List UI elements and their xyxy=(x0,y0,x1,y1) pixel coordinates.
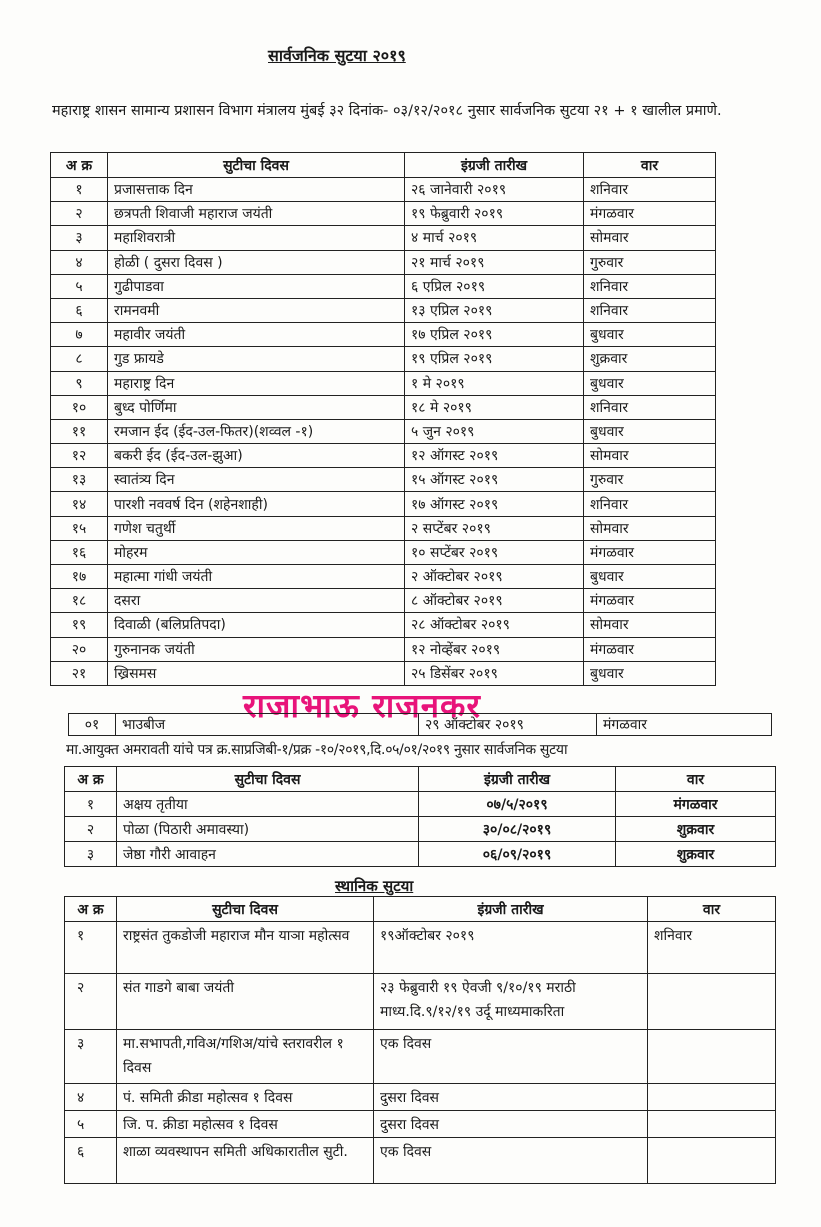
cell-holiday: महात्मा गांधी जयंती xyxy=(108,565,405,589)
cell-day: शनिवार xyxy=(584,395,716,419)
cell-holiday: दिवाळी (बलिप्रतिपदा) xyxy=(108,613,405,637)
col-header-serial: अ क्र xyxy=(65,767,117,792)
table-row xyxy=(51,419,716,443)
cell-holiday: पारशी नववर्ष दिन (शहेनशाही) xyxy=(108,492,405,516)
cell-serial: २१ xyxy=(51,661,108,685)
cell-serial: ६ xyxy=(51,298,108,322)
cell-serial: ३ xyxy=(65,1030,117,1084)
table-header-row xyxy=(65,767,776,792)
cell-holiday: गुढीपाडवा xyxy=(108,274,405,298)
cell-holiday: गुड फ्रायडे xyxy=(108,347,405,371)
cell-holiday: जेष्ठा गौरी आवाहन xyxy=(117,842,419,867)
cell-holiday: संत गाडगे बाबा जयंती xyxy=(117,974,374,1030)
cell-day: शनिवार xyxy=(584,178,716,202)
table-row xyxy=(51,492,716,516)
cell-serial: २ xyxy=(65,817,117,842)
commissioner-holidays-table xyxy=(64,766,776,867)
cell-serial: ११ xyxy=(51,419,108,443)
cell-holiday: गणेश चतुर्थी xyxy=(108,516,405,540)
col-header-date: इंग्रजी तारीख xyxy=(405,153,584,178)
cell-serial: १ xyxy=(65,792,117,817)
cell-day: शनिवार xyxy=(648,922,776,974)
cell-day: बुधवार xyxy=(584,419,716,443)
cell-date: १३ एप्रिल २०१९ xyxy=(405,298,584,322)
table-row xyxy=(65,1084,776,1111)
cell-serial: १३ xyxy=(51,468,108,492)
commissioner-holidays-body xyxy=(65,792,776,867)
table-row xyxy=(51,226,716,250)
table-row xyxy=(65,842,776,867)
cell-serial: २ xyxy=(65,974,117,1030)
cell-serial: १७ xyxy=(51,565,108,589)
cell-day: गुरुवार xyxy=(584,468,716,492)
table-row xyxy=(65,1138,776,1184)
cell-serial: २० xyxy=(51,637,108,661)
cell-date: १८ मे २०१९ xyxy=(405,395,584,419)
cell-date: ०७/५/२०१९ xyxy=(419,792,616,817)
cell-serial: १ xyxy=(65,922,117,974)
cell-day: शुक्रवार xyxy=(616,842,776,867)
table-row xyxy=(65,1030,776,1084)
table-row xyxy=(65,817,776,842)
cell-day: मंगळवार xyxy=(616,792,776,817)
cell-date: १९ फेब्रुवारी २०१९ xyxy=(405,202,584,226)
cell-serial: ८ xyxy=(51,347,108,371)
table-row xyxy=(51,589,716,613)
col-header-day: वार xyxy=(584,153,716,178)
state-holidays-body xyxy=(51,178,716,686)
cell-holiday: दसरा xyxy=(108,589,405,613)
cell-holiday: मोहरम xyxy=(108,540,405,564)
cell-date: २५ डिसेंबर २०१९ xyxy=(405,661,584,685)
cell-date: २६ जानेवारी २०१९ xyxy=(405,178,584,202)
cell-date: ५ जुन २०१९ xyxy=(405,419,584,443)
cell-day: सोमवार xyxy=(584,516,716,540)
cell-serial: ९ xyxy=(51,371,108,395)
cell-day xyxy=(648,1138,776,1184)
col-header-holiday: सुटीचा दिवस xyxy=(117,897,374,922)
cell-date: २१ मार्च २०१९ xyxy=(405,250,584,274)
cell-day: बुधवार xyxy=(584,323,716,347)
cell-day: सोमवार xyxy=(584,613,716,637)
cell-day: मंगळवार xyxy=(584,540,716,564)
cell-serial: ४ xyxy=(51,250,108,274)
cell-serial: ५ xyxy=(51,274,108,298)
cell-holiday: पोळा (पिठारी अमावस्या) xyxy=(117,817,419,842)
cell-date: १७ ऑगस्ट २०१९ xyxy=(405,492,584,516)
cell-date: १२ ऑगस्ट २०१९ xyxy=(405,444,584,468)
table-row xyxy=(51,395,716,419)
cell-day: शनिवार xyxy=(584,274,716,298)
cell-serial: ०१ xyxy=(69,714,116,736)
cell-date: १५ ऑगस्ट २०१९ xyxy=(405,468,584,492)
cell-day: सोमवार xyxy=(584,444,716,468)
cell-holiday: स्वातंत्र्य दिन xyxy=(108,468,405,492)
cell-holiday: रामनवमी xyxy=(108,298,405,322)
cell-date: २८ ऑक्टोबर २०१९ xyxy=(405,613,584,637)
table-row xyxy=(51,323,716,347)
cell-date: एक दिवस xyxy=(374,1138,648,1184)
cell-date: ३०/०८/२०१९ xyxy=(419,817,616,842)
col-header-day: वार xyxy=(616,767,776,792)
cell-day xyxy=(648,1111,776,1138)
table-header-row xyxy=(51,153,716,178)
col-header-serial: अ क्र xyxy=(51,153,108,178)
cell-day: शनिवार xyxy=(584,492,716,516)
cell-day: बुधवार xyxy=(584,371,716,395)
cell-holiday: महावीर जयंती xyxy=(108,323,405,347)
col-header-date: इंग्रजी तारीख xyxy=(419,767,616,792)
table-row xyxy=(65,1111,776,1138)
col-header-holiday: सुटीचा दिवस xyxy=(108,153,405,178)
cell-holiday: रमजान ईद (ईद-उल-फितर)(शव्वल -१) xyxy=(108,419,405,443)
cell-serial: ५ xyxy=(65,1111,117,1138)
cell-serial: १२ xyxy=(51,444,108,468)
cell-holiday: मा.सभापती,गविअ/गशिअ/यांचे स्तरावरील १ दिवस xyxy=(117,1030,374,1084)
cell-date: १९ऑक्टोबर २०१९ xyxy=(374,922,648,974)
cell-serial: १ xyxy=(51,178,108,202)
cell-day: मंगळवार xyxy=(584,202,716,226)
table-header-row xyxy=(65,897,776,922)
table-row xyxy=(51,444,716,468)
table-row xyxy=(51,298,716,322)
cell-holiday: छत्रपती शिवाजी महाराज जयंती xyxy=(108,202,405,226)
cell-date: १७ एप्रिल २०१९ xyxy=(405,323,584,347)
cell-holiday: बकरी ईद (ईद-उल-झुआ) xyxy=(108,444,405,468)
cell-day: शनिवार xyxy=(584,298,716,322)
cell-serial: १९ xyxy=(51,613,108,637)
col-header-date: इंग्रजी तारीख xyxy=(374,897,648,922)
cell-day: गुरुवार xyxy=(584,250,716,274)
table-row xyxy=(51,540,716,564)
section-subtitle: स्थानिक सुटया xyxy=(335,877,414,895)
cell-date: एक दिवस xyxy=(374,1030,648,1084)
commissioner-note: मा.आयुक्त अमरावती यांचे पत्र क्र.साप्रजिबी-१/प्रक्र -१०/२०१९,दि.०५/०१/२०१९ नुसार सार्वजनिक सुटया xyxy=(66,742,568,758)
cell-date: २ सप्टेंबर २०१९ xyxy=(405,516,584,540)
local-holidays-body xyxy=(65,922,776,1184)
table-row xyxy=(51,347,716,371)
intro-paragraph: महाराष्ट्र शासन सामान्य प्रशासन विभाग मंत्रालय मुंबई ३२ दिनांक- ०३/१२/२०१८ नुसार सार्वजनिक सुटया २१ + १ खालील प्रमाणे. xyxy=(52,103,722,119)
table-row xyxy=(51,371,716,395)
cell-holiday: ख्रिसमस xyxy=(108,661,405,685)
cell-day: मंगळवार xyxy=(584,589,716,613)
page-title: सार्वजनिक सुटया २०१९ xyxy=(268,46,406,65)
cell-holiday: महाशिवरात्री xyxy=(108,226,405,250)
extra-holiday-table xyxy=(68,713,772,736)
cell-date: दुसरा दिवस xyxy=(374,1084,648,1111)
local-holidays-table xyxy=(64,896,776,1184)
table-row xyxy=(51,178,716,202)
cell-holiday: शाळा व्यवस्थापन समिती अधिकारातील सुटी. xyxy=(117,1138,374,1184)
cell-serial: १० xyxy=(51,395,108,419)
name-stamp: राजाभाऊ राजनकर xyxy=(243,686,481,725)
cell-serial: ३ xyxy=(51,226,108,250)
cell-holiday: प्रजासत्ताक दिन xyxy=(108,178,405,202)
cell-date: १२ नोव्हेंबर २०१९ xyxy=(405,637,584,661)
table-row xyxy=(65,792,776,817)
cell-day: शुक्रवार xyxy=(616,817,776,842)
cell-date: ४ मार्च २०१९ xyxy=(405,226,584,250)
cell-holiday: महाराष्ट्र दिन xyxy=(108,371,405,395)
cell-holiday: राष्ट्रसंत तुकडोजी महाराज मौन याञा महोत्सव xyxy=(117,922,374,974)
table-row xyxy=(51,202,716,226)
cell-holiday: अक्षय तृतीया xyxy=(117,792,419,817)
cell-date: १० सप्टेंबर २०१९ xyxy=(405,540,584,564)
table-row xyxy=(51,250,716,274)
table-row xyxy=(51,468,716,492)
cell-day: शुक्रवार xyxy=(584,347,716,371)
col-header-day: वार xyxy=(648,897,776,922)
cell-serial: १६ xyxy=(51,540,108,564)
cell-holiday: भाउबीज xyxy=(116,714,419,736)
cell-day xyxy=(648,974,776,1030)
cell-date: १ मे २०१९ xyxy=(405,371,584,395)
cell-day xyxy=(648,1084,776,1111)
cell-holiday: जि. प. क्रीडा महोत्सव १ दिवस xyxy=(117,1111,374,1138)
cell-serial: ३ xyxy=(65,842,117,867)
cell-day xyxy=(648,1030,776,1084)
cell-date: २ ऑक्टोबर २०१९ xyxy=(405,565,584,589)
state-holidays-table xyxy=(50,152,716,686)
cell-serial: ४ xyxy=(65,1084,117,1111)
cell-serial: २ xyxy=(51,202,108,226)
table-row xyxy=(51,613,716,637)
cell-day: सोमवार xyxy=(584,226,716,250)
cell-day: बुधवार xyxy=(584,661,716,685)
cell-holiday: पं. समिती क्रीडा महोत्सव १ दिवस xyxy=(117,1084,374,1111)
cell-serial: ७ xyxy=(51,323,108,347)
cell-date: १९ एप्रिल २०१९ xyxy=(405,347,584,371)
cell-day: मंगळवार xyxy=(584,637,716,661)
cell-date: २९ ऑक्टोबर २०१९ xyxy=(419,714,597,736)
col-header-serial: अ क्र xyxy=(65,897,117,922)
cell-holiday: गुरुनानक जयंती xyxy=(108,637,405,661)
cell-serial: ६ xyxy=(65,1138,117,1184)
col-header-holiday: सुटीचा दिवस xyxy=(117,767,419,792)
table-row xyxy=(69,714,772,736)
cell-date: ०६/०९/२०१९ xyxy=(419,842,616,867)
cell-date: दुसरा दिवस xyxy=(374,1111,648,1138)
table-row xyxy=(51,274,716,298)
cell-serial: १८ xyxy=(51,589,108,613)
cell-serial: १४ xyxy=(51,492,108,516)
cell-serial: १५ xyxy=(51,516,108,540)
cell-holiday: होळी ( दुसरा दिवस ) xyxy=(108,250,405,274)
cell-date: ६ एप्रिल २०१९ xyxy=(405,274,584,298)
table-row xyxy=(51,516,716,540)
table-row xyxy=(51,565,716,589)
table-row xyxy=(65,974,776,1030)
cell-date: २३ फेब्रुवारी १९ ऐवजी ९/१०/१९ मराठी माध्य.दि.९/१२/१९ उर्दू माध्यमाकरिता xyxy=(374,974,648,1030)
cell-date: ८ ऑक्टोबर २०१९ xyxy=(405,589,584,613)
cell-day: बुधवार xyxy=(584,565,716,589)
cell-holiday: बुध्द पोर्णिमा xyxy=(108,395,405,419)
table-row xyxy=(65,922,776,974)
cell-day: मंगळवार xyxy=(597,714,772,736)
table-row xyxy=(51,637,716,661)
